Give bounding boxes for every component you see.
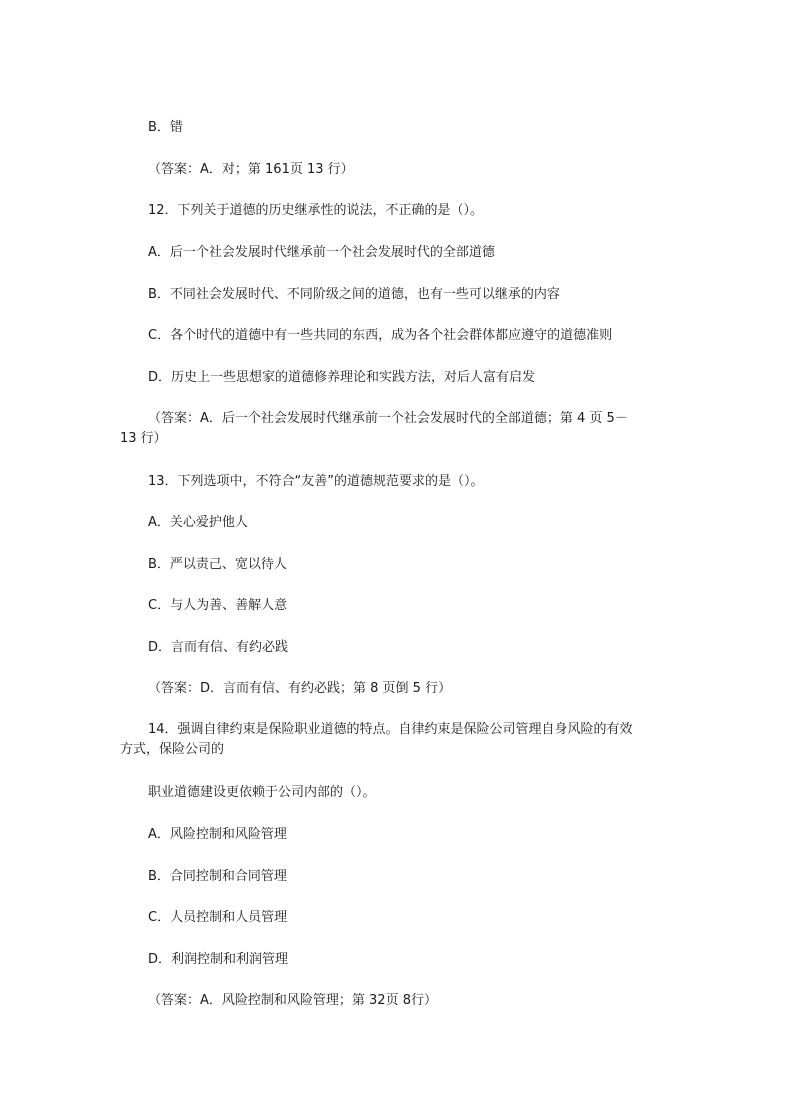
- option-c-line: C．人员控制和人员管理: [148, 910, 288, 925]
- option-b-line: B．严以责己、宽以待人: [148, 557, 287, 572]
- question-13: 13．下列选项中，不符合“友善”的道德规范要求的是（）。: [148, 474, 484, 489]
- answer-line: （答案：A．对；第 161页 13 行）: [148, 162, 354, 177]
- option-a-line: A．关心爱护他人: [148, 515, 248, 530]
- option-a-line: A．风险控制和风险管理: [148, 827, 287, 842]
- option-d-line: D．言而有信、有约必践: [148, 640, 289, 655]
- option-a-line: A．后一个社会发展时代继承前一个社会发展时代的全部道德: [148, 245, 495, 260]
- answer-line-continuation: 13 行）: [120, 431, 167, 446]
- option-b-line: B．不同社会发展时代、不同阶级之间的道德，也有一些可以继承的内容: [148, 287, 560, 302]
- option-c-line: C．各个时代的道德中有一些共同的东西，成为各个社会群体都应遵守的道德准则: [148, 328, 613, 343]
- option-d-line: D．历史上一些思想家的道德修养理论和实践方法，对后人富有启发: [148, 370, 536, 385]
- answer-line: （答案：A．风险控制和风险管理；第 32页 8行）: [148, 993, 437, 1008]
- option-d-line: D．利润控制和利润管理: [148, 952, 289, 967]
- answer-line: （答案：D．言而有信、有约必践；第 8 页倒 5 行）: [148, 681, 452, 696]
- answer-line: （答案：A．后一个社会发展时代继承前一个社会发展时代的全部道德；第 4 页 5－: [148, 411, 628, 426]
- question-14-paragraph: [120, 720, 680, 760]
- question-12: 12．下列关于道德的历史继承性的说法，不正确的是（）。: [148, 203, 484, 218]
- option-b-line: B．错: [148, 120, 183, 135]
- question-14-continuation: 方式，保险公司的: [120, 742, 225, 757]
- answer-paragraph: [120, 409, 680, 449]
- option-b-line: B．合同控制和合同管理: [148, 869, 287, 884]
- question-14: 14．强调自律约束是保险职业道德的特点。自律约束是保险公司管理自身风险的有效: [148, 722, 633, 737]
- option-c-line: C．与人为善、善解人意: [148, 598, 288, 613]
- question-14-stem: 职业道德建设更依赖于公司内部的（）。: [148, 785, 376, 800]
